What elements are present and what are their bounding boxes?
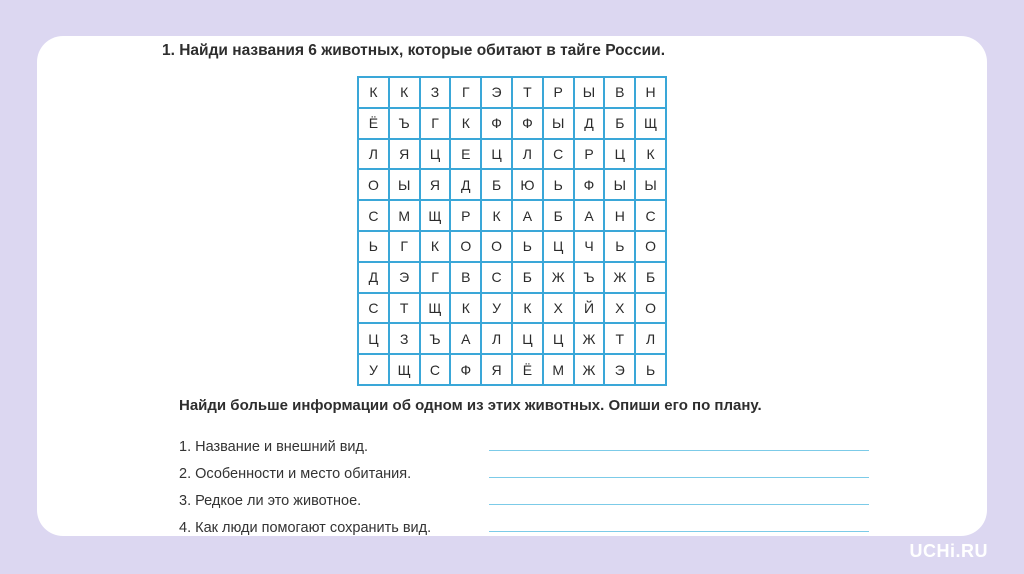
grid-cell[interactable]: Ы bbox=[635, 169, 666, 200]
plan-list bbox=[179, 428, 879, 536]
grid-cell[interactable]: А bbox=[574, 200, 605, 231]
grid-cell[interactable]: Ы bbox=[604, 169, 635, 200]
grid-cell[interactable]: В bbox=[604, 77, 635, 108]
grid-cell[interactable]: О bbox=[450, 231, 481, 262]
grid-cell[interactable]: Ц bbox=[604, 139, 635, 170]
answer-line[interactable] bbox=[489, 450, 869, 451]
plan-item-label: 1. Название и внешний вид. bbox=[179, 439, 369, 455]
grid-cell[interactable]: Ь bbox=[604, 231, 635, 262]
grid-cell[interactable]: С bbox=[543, 139, 574, 170]
grid-cell[interactable]: Ы bbox=[574, 77, 605, 108]
grid-cell[interactable]: Ф bbox=[512, 108, 543, 139]
answer-line[interactable] bbox=[489, 477, 869, 478]
grid-cell[interactable]: Х bbox=[604, 293, 635, 324]
grid-cell[interactable]: О bbox=[635, 293, 666, 324]
grid-cell[interactable]: Ь bbox=[543, 169, 574, 200]
plan-item-label: 2. Особенности и место обитания. bbox=[179, 466, 412, 482]
grid-cell[interactable]: Л bbox=[358, 139, 389, 170]
grid-cell[interactable]: М bbox=[389, 200, 420, 231]
grid-cell[interactable]: К bbox=[481, 200, 512, 231]
grid-cell[interactable]: Б bbox=[481, 169, 512, 200]
grid-cell[interactable]: А bbox=[512, 200, 543, 231]
grid-cell[interactable]: Ц bbox=[358, 323, 389, 354]
grid-cell[interactable]: Т bbox=[389, 293, 420, 324]
grid-cell[interactable]: Г bbox=[420, 108, 451, 139]
uchi-logo: UCHi.RU bbox=[909, 541, 988, 561]
grid-cell[interactable]: Р bbox=[543, 77, 574, 108]
grid-cell[interactable]: С bbox=[481, 262, 512, 293]
grid-cell[interactable]: У bbox=[481, 293, 512, 324]
grid-cell[interactable]: Е bbox=[450, 139, 481, 170]
grid-cell[interactable]: Х bbox=[543, 293, 574, 324]
plan-item bbox=[179, 509, 879, 536]
grid-cell[interactable]: Б bbox=[635, 262, 666, 293]
grid-cell[interactable]: С bbox=[358, 200, 389, 231]
grid-cell[interactable]: Я bbox=[481, 354, 512, 385]
grid-cell[interactable]: Р bbox=[574, 139, 605, 170]
plan-item-label: 3. Редкое ли это животное. bbox=[179, 493, 362, 509]
answer-line[interactable] bbox=[489, 531, 869, 532]
grid-cell[interactable]: Э bbox=[389, 262, 420, 293]
grid-cell[interactable]: Ц bbox=[543, 231, 574, 262]
grid-cell[interactable]: О bbox=[358, 169, 389, 200]
grid-cell[interactable]: Л bbox=[481, 323, 512, 354]
grid-cell[interactable]: Щ bbox=[420, 293, 451, 324]
grid-cell[interactable]: С bbox=[358, 293, 389, 324]
grid-cell[interactable]: Г bbox=[389, 231, 420, 262]
grid-cell[interactable]: Ж bbox=[604, 262, 635, 293]
grid-cell[interactable]: А bbox=[450, 323, 481, 354]
grid-cell[interactable]: К bbox=[450, 293, 481, 324]
grid-cell[interactable]: О bbox=[481, 231, 512, 262]
grid-cell[interactable]: Ь bbox=[512, 231, 543, 262]
grid-cell[interactable]: Ц bbox=[543, 323, 574, 354]
grid-cell[interactable]: Ж bbox=[574, 323, 605, 354]
grid-cell[interactable]: К bbox=[358, 77, 389, 108]
grid-cell[interactable]: Щ bbox=[420, 200, 451, 231]
grid-cell[interactable]: Ф bbox=[574, 169, 605, 200]
plan-item bbox=[179, 482, 879, 509]
grid-cell[interactable]: Ц bbox=[512, 323, 543, 354]
grid-cell[interactable]: В bbox=[450, 262, 481, 293]
task-title: 1. Найди названия 6 животных, которые обитают в тайге России. bbox=[162, 42, 666, 59]
grid-cell[interactable]: Б bbox=[543, 200, 574, 231]
grid-cell[interactable]: Д bbox=[574, 108, 605, 139]
grid-cell[interactable]: Ь bbox=[635, 354, 666, 385]
grid-cell[interactable]: У bbox=[358, 354, 389, 385]
grid-cell[interactable]: Ф bbox=[450, 354, 481, 385]
grid-cell[interactable]: Ь bbox=[358, 231, 389, 262]
grid-cell[interactable]: Щ bbox=[389, 354, 420, 385]
answer-line[interactable] bbox=[489, 504, 869, 505]
grid-cell[interactable]: Ъ bbox=[574, 262, 605, 293]
grid-cell[interactable]: Ц bbox=[481, 139, 512, 170]
grid-cell[interactable]: Д bbox=[358, 262, 389, 293]
grid-cell[interactable]: Я bbox=[389, 139, 420, 170]
plan-item bbox=[179, 455, 879, 482]
grid-cell[interactable]: Г bbox=[420, 262, 451, 293]
grid-cell[interactable]: К bbox=[512, 293, 543, 324]
grid-cell[interactable]: Н bbox=[604, 200, 635, 231]
grid-cell[interactable]: Л bbox=[635, 323, 666, 354]
grid-cell[interactable]: Щ bbox=[635, 108, 666, 139]
grid-cell[interactable]: Б bbox=[512, 262, 543, 293]
grid-cell[interactable]: К bbox=[450, 108, 481, 139]
grid-cell[interactable]: Ъ bbox=[389, 108, 420, 139]
grid-cell[interactable]: Р bbox=[450, 200, 481, 231]
plan-item-label: 4. Как люди помогают сохранить вид. bbox=[179, 520, 432, 536]
grid-cell[interactable]: О bbox=[635, 231, 666, 262]
grid-cell[interactable]: Ж bbox=[543, 262, 574, 293]
grid-cell[interactable]: Ы bbox=[389, 169, 420, 200]
grid-cell[interactable]: Л bbox=[512, 139, 543, 170]
grid-cell[interactable]: Т bbox=[604, 323, 635, 354]
grid-cell[interactable]: Э bbox=[481, 77, 512, 108]
grid-cell[interactable]: М bbox=[543, 354, 574, 385]
grid-cell[interactable]: Д bbox=[450, 169, 481, 200]
grid-cell[interactable]: Ф bbox=[481, 108, 512, 139]
grid-cell[interactable]: З bbox=[389, 323, 420, 354]
grid-cell[interactable]: Ъ bbox=[420, 323, 451, 354]
grid-cell[interactable]: Й bbox=[574, 293, 605, 324]
word-search-grid bbox=[357, 76, 667, 386]
grid-cell[interactable]: З bbox=[420, 77, 451, 108]
plan-item bbox=[179, 428, 879, 455]
section-title: Найди больше информации об одном из этих животных. Опиши его по плану. bbox=[179, 397, 762, 414]
grid-cell[interactable]: К bbox=[635, 139, 666, 170]
grid-cell[interactable]: Ж bbox=[574, 354, 605, 385]
grid-cell[interactable]: Э bbox=[604, 354, 635, 385]
grid-cell[interactable]: Б bbox=[604, 108, 635, 139]
grid-cell[interactable]: Ю bbox=[512, 169, 543, 200]
grid-cell[interactable]: Я bbox=[420, 169, 451, 200]
grid-cell[interactable]: Ч bbox=[574, 231, 605, 262]
grid-cell[interactable]: С bbox=[420, 354, 451, 385]
grid-cell[interactable]: С bbox=[635, 200, 666, 231]
grid-cell[interactable]: Ы bbox=[543, 108, 574, 139]
grid-cell[interactable]: Ё bbox=[358, 108, 389, 139]
grid-cell[interactable]: Н bbox=[635, 77, 666, 108]
grid-cell[interactable]: Ё bbox=[512, 354, 543, 385]
grid-cell[interactable]: Г bbox=[450, 77, 481, 108]
grid-cell[interactable]: К bbox=[420, 231, 451, 262]
grid-cell[interactable]: Т bbox=[512, 77, 543, 108]
grid-cell[interactable]: К bbox=[389, 77, 420, 108]
grid-cell[interactable]: Ц bbox=[420, 139, 451, 170]
